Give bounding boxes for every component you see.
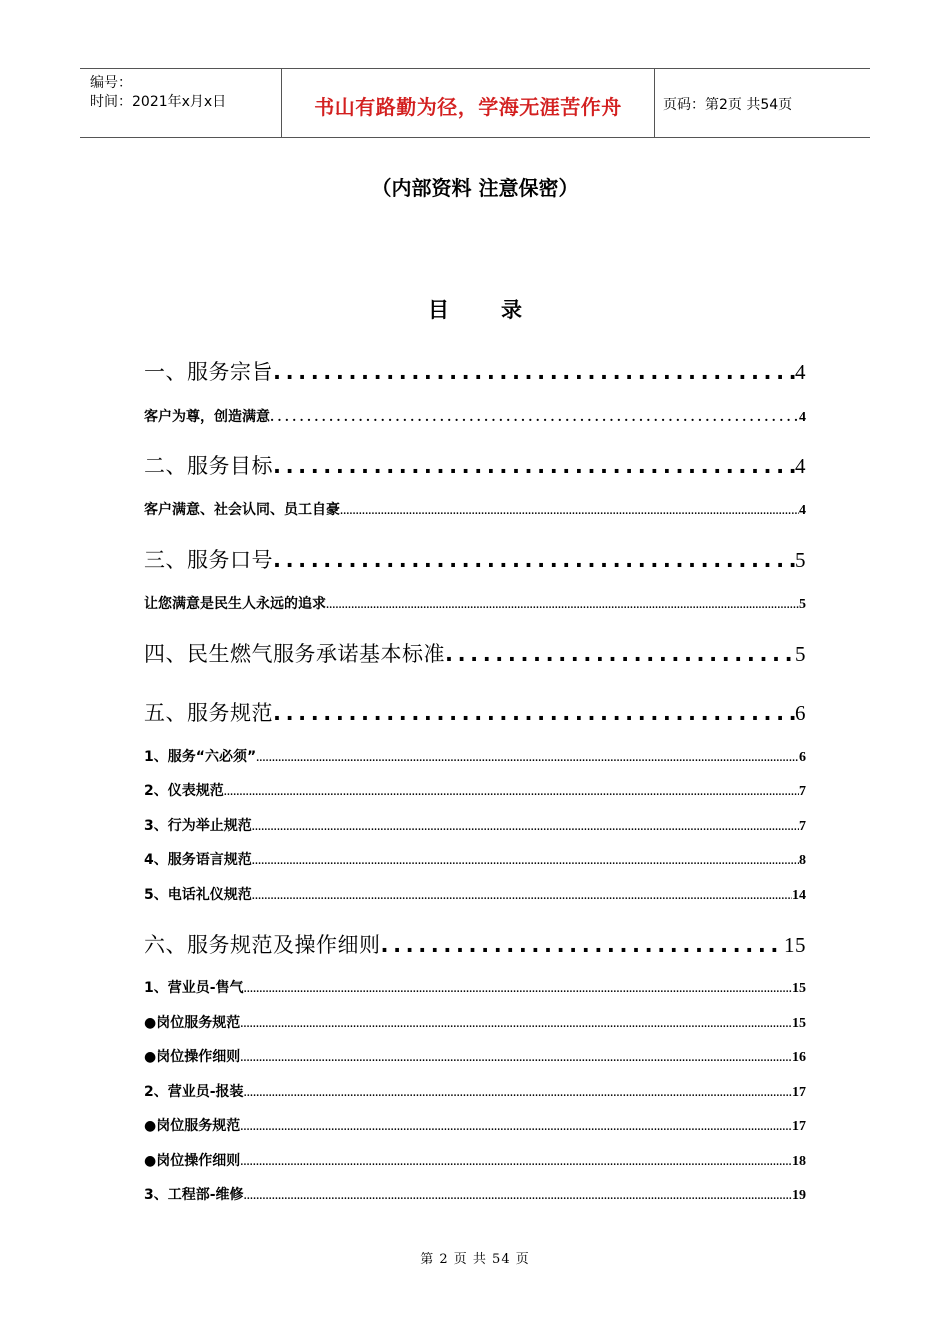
toc-entry[interactable] bbox=[144, 1115, 806, 1135]
toc-entry-page: 4 bbox=[795, 454, 806, 478]
toc-leader bbox=[326, 601, 799, 611]
toc-entry-page: 4 bbox=[799, 410, 806, 425]
toc-title-left: 目 bbox=[428, 297, 449, 322]
toc-entry[interactable] bbox=[144, 815, 806, 835]
toc-entry-label: 2、营业员-报装 bbox=[144, 1084, 244, 1100]
toc-entry[interactable] bbox=[144, 593, 806, 613]
toc-entry-label: ●岗位操作细则 bbox=[144, 1049, 241, 1065]
toc-entry-label: 4、服务语言规范 bbox=[144, 852, 252, 868]
toc-title bbox=[0, 294, 950, 324]
toc-entry-label: 5、电话礼仪规范 bbox=[144, 887, 252, 903]
header-motto-cell bbox=[282, 69, 655, 137]
toc-entry-label: 五、服务规范 bbox=[144, 701, 273, 725]
toc-entry-label: ●岗位操作细则 bbox=[144, 1153, 241, 1169]
toc-entry[interactable] bbox=[144, 1046, 806, 1066]
toc-entry[interactable] bbox=[144, 406, 806, 426]
toc-entry-label: 1、服务“六必须” bbox=[144, 749, 257, 765]
toc-entry[interactable] bbox=[144, 1081, 806, 1101]
toc-entry-page: 5 bbox=[795, 548, 806, 572]
toc-leader bbox=[273, 701, 795, 725]
toc-entry-label: 二、服务目标 bbox=[144, 454, 273, 478]
toc-leader bbox=[256, 754, 799, 764]
toc-entry[interactable] bbox=[144, 1012, 806, 1032]
toc-leader bbox=[240, 1054, 792, 1064]
toc-entry[interactable] bbox=[144, 849, 806, 869]
toc-entry-label: 让您满意是民生人永远的追求 bbox=[144, 596, 326, 612]
toc-entry-label: 一、服务宗旨 bbox=[144, 360, 273, 384]
toc-title-right: 录 bbox=[501, 297, 522, 322]
toc-entry[interactable] bbox=[144, 638, 806, 668]
toc-leader bbox=[340, 507, 799, 517]
toc-leader bbox=[244, 985, 792, 995]
toc-entry-page: 18 bbox=[792, 1154, 806, 1169]
toc-entry-page: 6 bbox=[799, 750, 806, 765]
toc-entry-label: 3、工程部-维修 bbox=[144, 1187, 244, 1203]
toc-entry[interactable] bbox=[144, 746, 806, 766]
toc-leader bbox=[273, 548, 795, 572]
toc-entry-page: 14 bbox=[792, 888, 806, 903]
page-footer: 第 2 页 共 54 页 bbox=[420, 1252, 530, 1267]
toc-leader bbox=[240, 1123, 792, 1133]
toc-entry-label: 3、行为举止规范 bbox=[144, 818, 252, 834]
toc-entry[interactable] bbox=[144, 977, 806, 997]
toc-entry-page: 5 bbox=[795, 642, 806, 666]
toc-entry[interactable] bbox=[144, 697, 806, 727]
toc-entry-label: 四、民生燃气服务承诺基本标准 bbox=[144, 642, 445, 666]
toc-entry[interactable] bbox=[144, 884, 806, 904]
toc-leader bbox=[273, 454, 795, 478]
toc-entry-page: 6 bbox=[795, 701, 806, 725]
toc-leader bbox=[244, 1089, 792, 1099]
toc-leader bbox=[252, 857, 799, 867]
toc-entry[interactable] bbox=[144, 499, 806, 519]
page-info: 页码：第2页 共54页 bbox=[663, 97, 793, 113]
toc-leader bbox=[445, 642, 795, 666]
date-label: 时间：2021年x月x日 bbox=[90, 94, 227, 110]
toc-leader bbox=[244, 1192, 792, 1202]
toc-entry-page: 8 bbox=[799, 853, 806, 868]
toc-entry[interactable] bbox=[144, 544, 806, 574]
toc-entry-page: 16 bbox=[792, 1050, 806, 1065]
toc-leader bbox=[224, 788, 799, 798]
toc-entry-page: 4 bbox=[799, 503, 806, 518]
confidential-note: （内部资料 注意保密） bbox=[371, 176, 579, 200]
toc-entry-page: 4 bbox=[795, 360, 806, 384]
toc-leader bbox=[252, 823, 799, 833]
toc-entry-page: 15 bbox=[792, 1016, 806, 1031]
toc-entry-label: ●岗位服务规范 bbox=[144, 1015, 241, 1031]
toc-entry-page: 17 bbox=[792, 1119, 806, 1134]
header-page-cell bbox=[655, 69, 870, 137]
toc-entry[interactable] bbox=[144, 450, 806, 480]
toc-entry-label: 客户满意、社会认同、员工自豪 bbox=[144, 502, 340, 518]
toc-leader bbox=[240, 1020, 792, 1030]
toc-entry-label: 三、服务口号 bbox=[144, 548, 273, 572]
toc-entry-page: 19 bbox=[792, 1188, 806, 1203]
toc-entry-label: 客户为尊，创造满意 bbox=[144, 409, 270, 425]
toc-leader bbox=[270, 410, 799, 424]
toc-entry-label: 六、服务规范及操作细则 bbox=[144, 933, 381, 957]
toc-entry-label: 2、仪表规范 bbox=[144, 783, 224, 799]
toc-entry[interactable] bbox=[144, 1184, 806, 1204]
header-meta-cell bbox=[80, 69, 282, 137]
toc-entry-page: 15 bbox=[784, 933, 806, 957]
toc-leader bbox=[381, 933, 785, 957]
document-header bbox=[80, 68, 870, 138]
motto-text: 书山有路勤为径，学海无涯苦作舟 bbox=[314, 95, 622, 119]
toc-entry-page: 17 bbox=[792, 1085, 806, 1100]
toc-entry[interactable] bbox=[144, 1150, 806, 1170]
toc-entry-page: 7 bbox=[799, 819, 806, 834]
toc-leader bbox=[240, 1158, 792, 1168]
toc-entry-label: ●岗位服务规范 bbox=[144, 1118, 241, 1134]
toc-entry[interactable] bbox=[144, 929, 806, 959]
toc-entry[interactable] bbox=[144, 780, 806, 800]
toc-entry-page: 15 bbox=[792, 981, 806, 996]
serial-number-label: 编号： bbox=[90, 75, 132, 91]
toc-entry[interactable] bbox=[144, 356, 806, 386]
toc-entry-label: 1、营业员-售气 bbox=[144, 980, 244, 996]
toc-entry-page: 5 bbox=[799, 597, 806, 612]
toc-leader bbox=[273, 360, 795, 384]
toc-leader bbox=[252, 892, 792, 902]
toc-entry-page: 7 bbox=[799, 784, 806, 799]
